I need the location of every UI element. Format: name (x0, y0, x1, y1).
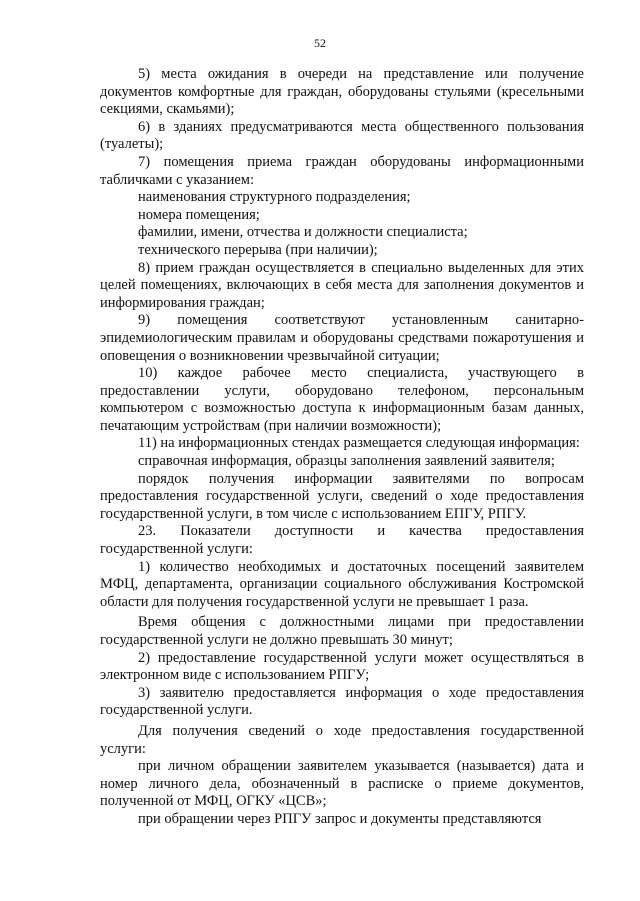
list-item-break: технического перерыва (при наличии); (138, 241, 378, 258)
section-heading-23: 23. Показатели доступности и качества предоставления государственной услуги: (100, 523, 584, 558)
paragraph-personal-request: при личном обращении заявителем указывается (называется) дата и номер личного дела, обозначенный в расписке о приеме документов, полученной от МФЦ, ОГКУ «ЦСВ»; (100, 758, 584, 810)
paragraph-rpgu-request: при обращении через РПГУ запрос и документы представляются (138, 810, 542, 827)
paragraph-workplace-equipment: 10) каждое рабочее место специалиста, участвующего в предоставлении услуги, оборудовано телефоном, персональным компьютером с возможностью доступа к информационным базам данных, печатающим устройствам (при наличии возможности); (100, 365, 584, 434)
page-number: 52 (314, 36, 326, 50)
paragraph-reception-rooms: 8) прием граждан осуществляется в специально выделенных для этих целей помещениях, включающих в себя места для заполнения документов и информирования граждан; (100, 259, 584, 311)
paragraph-info-stands: 11) на информационных стендах размещается следующая информация: (138, 435, 580, 452)
list-item-department-name: наименования структурного подразделения; (138, 189, 411, 206)
paragraph-progress-details: Для получения сведений о ходе предоставления государственной услуги: (100, 722, 584, 757)
paragraph-waiting-areas: 5) места ожидания в очереди на представление или получение документов комфортные для граждан, оборудованы стульями (кресельными секциями, скамьями); (100, 66, 584, 118)
paragraph-sanitary-rules: 9) помещения соответствуют установленным санитарно-эпидемиологическим правилам и оборудованы средствами пожаротушения и оповещения о возникновении чрезвычайной ситуации; (100, 312, 584, 364)
list-item-reference-info: справочная информация, образцы заполнения заявлений заявителя; (138, 453, 555, 470)
list-item-specialist-name: фамилии, имени, отчества и должности специалиста; (138, 224, 468, 241)
document-body (100, 66, 584, 829)
paragraph-electronic-service: 2) предоставление государственной услуги может осуществляться в электронном виде с использованием РПГУ; (100, 649, 584, 684)
list-item-info-procedure: порядок получения информации заявителями по вопросам предоставления государственной услуги, сведений о ходе предоставления государственной услуги, в том числе с использованием ЕПГУ, РПГУ. (100, 470, 584, 522)
paragraph-visits-count: 1) количество необходимых и достаточных посещений заявителем МФЦ, департамента, организации социального обслуживания Костромской области для получения государственной услуги не превышает 1 раза. (100, 558, 584, 610)
paragraph-info-plates: 7) помещения приема граждан оборудованы информационными табличками с указанием: (100, 153, 584, 188)
paragraph-public-facilities: 6) в зданиях предусматриваются места общественного пользования (туалеты); (100, 118, 584, 153)
list-item-room-number: номера помещения; (138, 206, 260, 223)
paragraph-communication-time: Время общения с должностными лицами при предоставлении государственной услуги не должно превышать 30 минут; (100, 614, 584, 648)
paragraph-progress-info: 3) заявителю предоставляется информация о ходе предоставления государственной услуги. (100, 684, 584, 719)
